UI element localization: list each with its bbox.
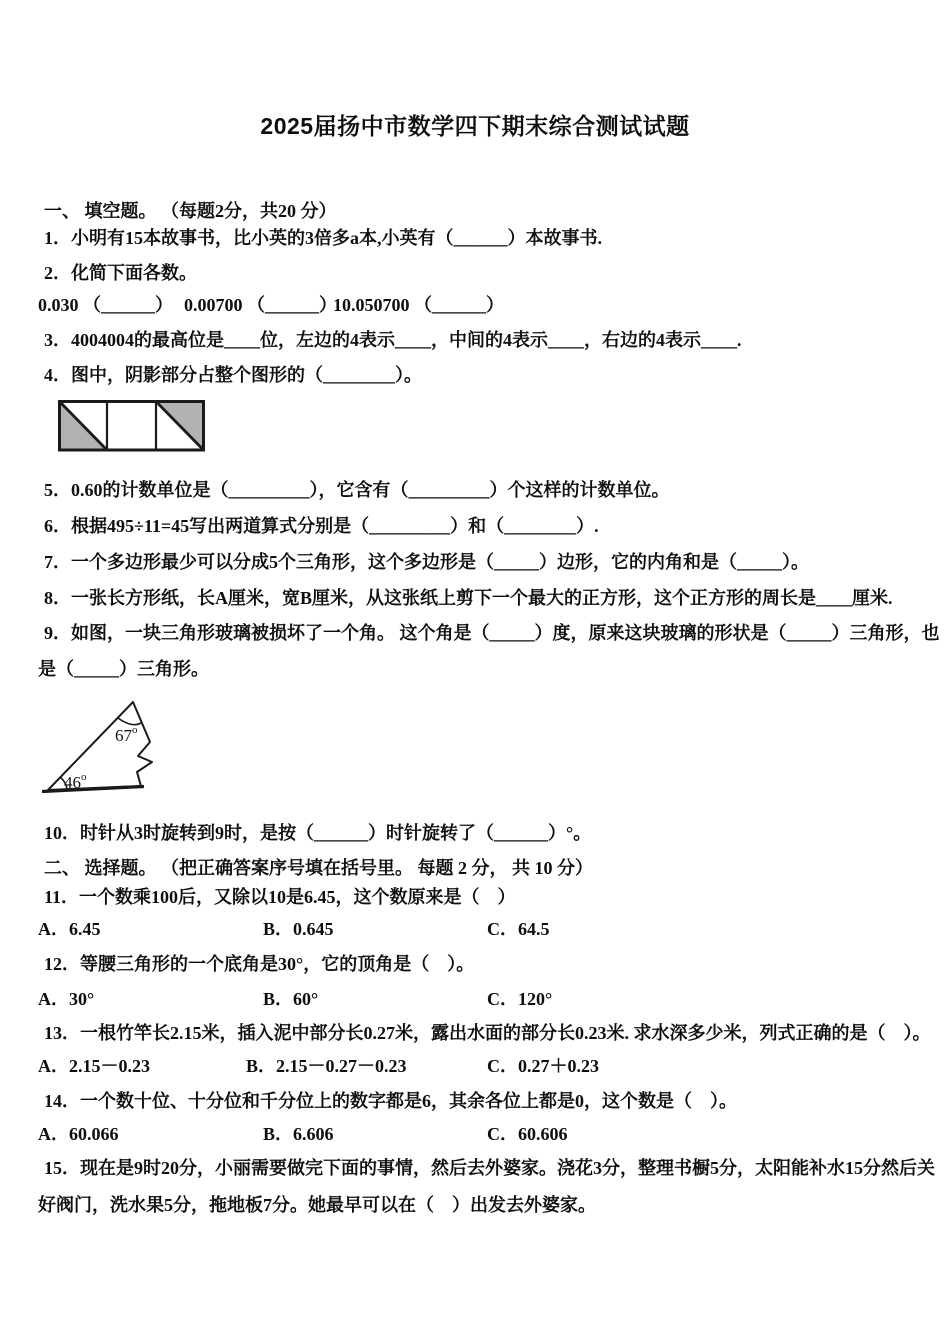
q12-option-b: B．60°	[263, 989, 319, 1009]
question-11: 11．一个数乘100后，又除以10是6.45，这个数原来是（ ）	[44, 887, 516, 907]
q14-option-b: B．6.606	[263, 1124, 334, 1144]
section1-header: 一、 填空题。 （每题2分，共20 分）	[44, 201, 337, 221]
question-14: 14．一个数十位、十分位和千分位上的数字都是6，其余各位上都是0，这个数是（ ）。	[44, 1091, 737, 1111]
question-12-options	[0, 988, 950, 1014]
q14-option-a: A．60.066	[38, 1124, 119, 1144]
apex-angle-arc	[118, 718, 141, 725]
simplify-item-2: 0.00700 （______）	[184, 295, 337, 315]
question-13: 13．一根竹竿长2.15米，插入泥中部分长0.27米，露出水面的部分长0.23米. 求水深多少米，列式正确的是（ ）。	[44, 1023, 931, 1043]
question-12: 12．等腰三角形的一个底角是30°，它的顶角是（ ）。	[44, 954, 475, 974]
question-11-options	[0, 918, 950, 944]
base-angle-label: 46$^o$	[64, 771, 87, 792]
q13-option-c: C．0.27＋0.23	[487, 1056, 599, 1076]
q13-option-b: B．2.15－0.27－0.23	[246, 1056, 407, 1076]
simplify-item-3: 10.050700 （______）	[333, 295, 504, 315]
question-15-line2: 好阀门，洗水果5分，拖地板7分。她最早可以在（ ）出发去外婆家。	[38, 1195, 596, 1215]
page-title: 2025届扬中市数学四下期末综合测试试题	[260, 113, 690, 139]
shaded-squares-figure	[58, 400, 205, 452]
question-13-options	[0, 1055, 950, 1081]
q14-option-c: C．60.606	[487, 1124, 568, 1144]
question-8: 8．一张长方形纸，长A厘米，宽B厘米，从这张纸上剪下一个最大的正方形，这个正方形的周长是____厘米.	[44, 588, 893, 608]
broken-triangle-figure	[40, 694, 160, 799]
q12-option-a: A．30°	[38, 989, 95, 1009]
q11-option-b: B．0.645	[263, 919, 334, 939]
q11-option-a: A．6.45	[38, 919, 101, 939]
question-1: 1．小明有15本故事书，比小英的3倍多a本,小英有（______）本故事书.	[44, 228, 602, 248]
question-5: 5．0.60的计数单位是（_________），它含有（_________）个这样的计数单位。	[44, 480, 670, 500]
q13-option-a: A．2.15－0.23	[38, 1056, 150, 1076]
question-7: 7．一个多边形最少可以分成5个三角形，这个多边形是（_____）边形，它的内角和是（_____）。	[44, 552, 809, 572]
question-2-items	[0, 294, 950, 320]
question-4: 4．图中，阴影部分占整个图形的（________）。	[44, 365, 422, 385]
question-6: 6．根据495÷11=45写出两道算式分别是（_________）和（________）.	[44, 516, 599, 536]
q11-option-c: C．64.5	[487, 919, 550, 939]
question-15-line1: 15．现在是9时20分，小丽需要做完下面的事情，然后去外婆家。浇花3分，整理书橱5分，太阳能补水15分然后关	[44, 1158, 935, 1178]
question-10: 10．时针从3时旋转到9时，是按（______）时针旋转了（______）°。	[44, 823, 592, 843]
question-9-line1: 9．如图，一块三角形玻璃被损坏了一个角。 这个角是（_____）度，原来这块玻璃的形状是（_____）三角形，也	[44, 623, 940, 643]
question-3: 3．4004004的最高位是____位，左边的4表示____，中间的4表示____，右边的4表示____.	[44, 330, 742, 350]
simplify-item-1: 0.030 （______）	[38, 295, 173, 315]
question-14-options	[0, 1123, 950, 1149]
question-9-line2: 是（_____）三角形。	[38, 659, 209, 679]
section2-header: 二、 选择题。 （把正确答案序号填在括号里。 每题 2 分， 共 10 分）	[44, 858, 593, 878]
q12-option-c: C．120°	[487, 989, 553, 1009]
question-2: 2．化简下面各数。	[44, 263, 197, 283]
apex-angle-label: 67$^o$	[115, 724, 138, 745]
